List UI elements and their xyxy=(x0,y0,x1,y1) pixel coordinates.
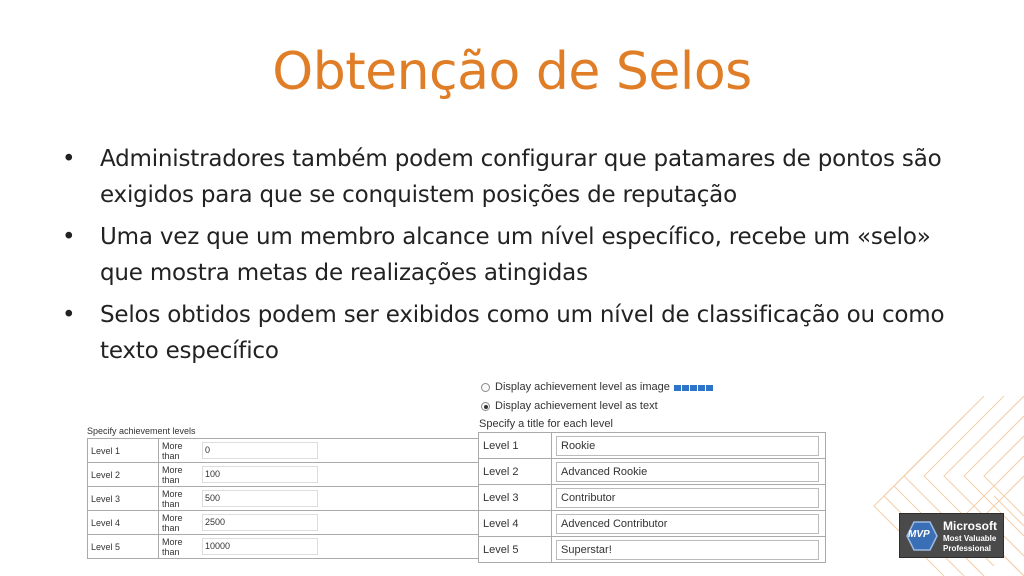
achievement-levels-panel xyxy=(87,424,479,559)
operator-label: More than xyxy=(159,511,201,535)
level-titles-panel xyxy=(478,378,826,563)
display-as-text-label: Display achievement level as text xyxy=(495,400,658,412)
bullet-list xyxy=(62,142,967,376)
level-label: Level 2 xyxy=(88,463,159,487)
slide-title: Obtenção de Selos xyxy=(272,42,752,102)
level-label: Level 2 xyxy=(479,459,552,485)
bullet-text: Selos obtidos podem ser exibidos como um nível de classificação ou como texto específico xyxy=(100,302,945,364)
level-title-input[interactable]: Superstar! xyxy=(556,540,819,560)
badge-line-3: Professional xyxy=(943,544,992,553)
level-label: Level 5 xyxy=(88,535,159,559)
bullet-text: Administradores também podem configurar que patamares de pontos são exigidos para que se conquistem posições de reputação xyxy=(100,146,942,208)
bullet-item xyxy=(62,298,967,369)
radio-button-icon[interactable] xyxy=(481,383,490,392)
bullet-marker: • xyxy=(62,302,76,328)
table-row xyxy=(88,511,479,535)
level-squares-icon xyxy=(674,385,713,391)
bullet-marker: • xyxy=(62,224,76,250)
table-row xyxy=(88,487,479,511)
level-title-input[interactable]: Advenced Contributor xyxy=(556,514,819,534)
achievement-levels-caption: Specify achievement levels xyxy=(87,426,196,436)
points-threshold-input[interactable]: 500 xyxy=(202,490,318,507)
table-row xyxy=(479,537,826,563)
level-label: Level 1 xyxy=(88,439,159,463)
points-threshold-input[interactable]: 100 xyxy=(202,466,318,483)
table-row xyxy=(479,511,826,537)
level-titles-caption: Specify a title for each level xyxy=(479,418,613,430)
level-title-input[interactable]: Rookie xyxy=(556,436,819,456)
level-titles-table xyxy=(478,432,826,563)
mvp-label: MVP xyxy=(908,529,930,540)
bullet-item xyxy=(62,220,967,291)
operator-label: More than xyxy=(159,463,201,487)
microsoft-mvp-badge xyxy=(899,513,1004,558)
badge-line-2: Most Valuable xyxy=(943,534,997,543)
table-row xyxy=(88,535,479,559)
bullet-item xyxy=(62,142,967,213)
points-threshold-input[interactable]: 0 xyxy=(202,442,318,459)
points-threshold-input[interactable]: 2500 xyxy=(202,514,318,531)
achievement-levels-table xyxy=(87,438,479,559)
operator-label: More than xyxy=(159,535,201,559)
level-title-input[interactable]: Advanced Rookie xyxy=(556,462,819,482)
display-as-image-label: Display achievement level as image xyxy=(495,381,670,393)
radio-button-selected-icon[interactable] xyxy=(481,402,490,411)
level-label: Level 5 xyxy=(479,537,552,563)
level-label: Level 1 xyxy=(479,433,552,459)
display-as-text-option[interactable] xyxy=(478,397,826,416)
display-as-image-option[interactable] xyxy=(478,378,826,397)
table-row xyxy=(88,439,479,463)
points-threshold-input[interactable]: 10000 xyxy=(202,538,318,555)
table-row xyxy=(88,463,479,487)
table-row xyxy=(479,459,826,485)
level-label: Level 4 xyxy=(88,511,159,535)
bullet-text: Uma vez que um membro alcance um nível específico, recebe um «selo» que mostra metas de realizações atingidas xyxy=(100,224,931,286)
bullet-marker: • xyxy=(62,146,76,172)
level-title-input[interactable]: Contributor xyxy=(556,488,819,508)
operator-label: More than xyxy=(159,487,201,511)
table-row xyxy=(479,433,826,459)
badge-line-1: Microsoft xyxy=(943,519,997,533)
level-label: Level 4 xyxy=(479,511,552,537)
table-row xyxy=(479,485,826,511)
level-label: Level 3 xyxy=(88,487,159,511)
operator-label: More than xyxy=(159,439,201,463)
level-label: Level 3 xyxy=(479,485,552,511)
